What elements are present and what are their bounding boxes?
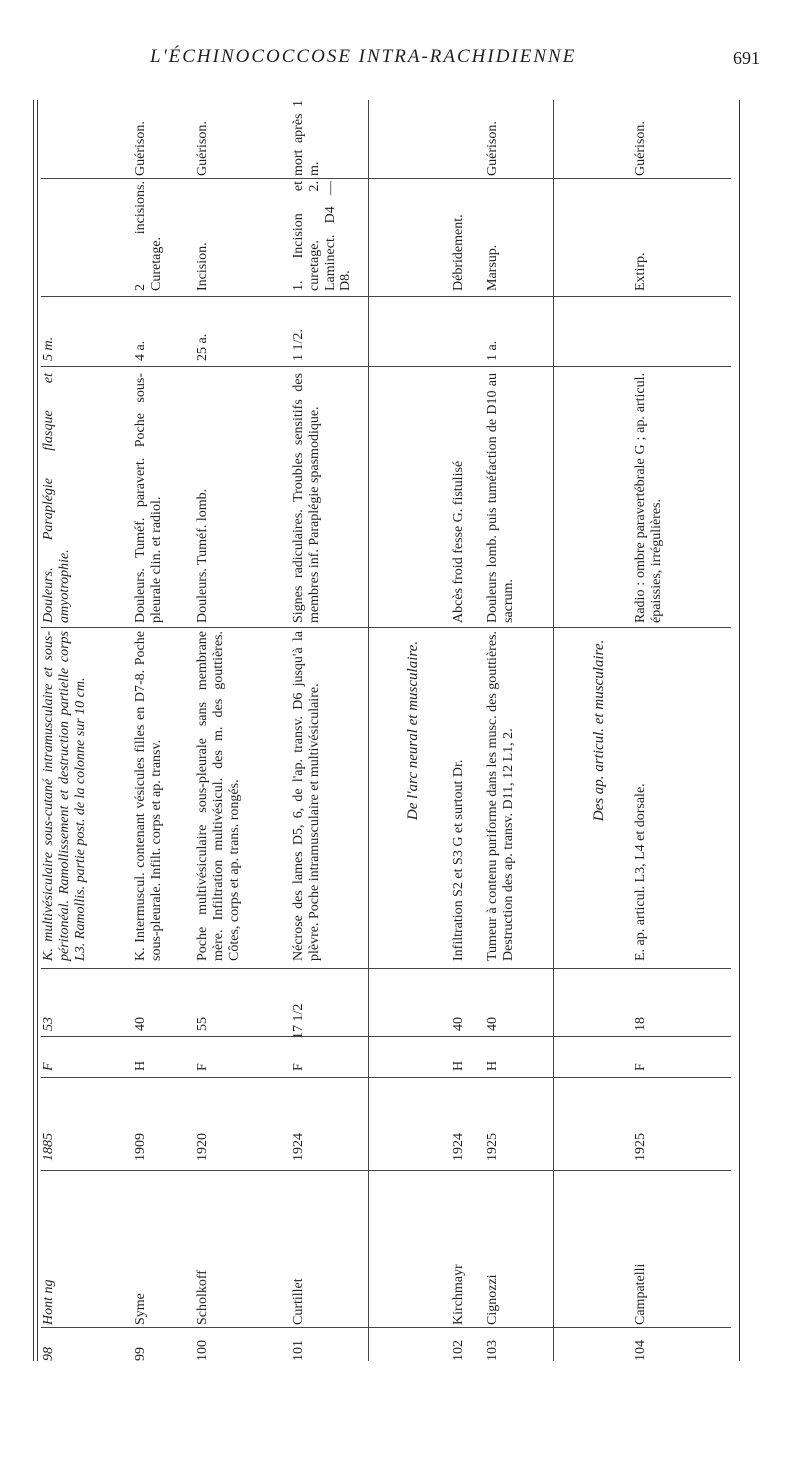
row-100-duree: 25 a. (195, 333, 210, 361)
row-98-sex: F (41, 1062, 56, 1071)
row-99-forme: K. Intermuscul. contenant vésicules filles en D7-8. Poche sous-pleurale. Infilt. corps et ap. transv. (133, 631, 164, 961)
row-99-resultat: Guérison. (133, 121, 148, 176)
row-103-resultat: Guérison. (485, 121, 500, 176)
row-103-forme: Tumeur à contenu puriforme dans les musc. des gouttières. Destruction des ap. transv. D11, 12 L1, 2. (485, 631, 516, 961)
row-101-traitement: 1. Incision et curetage. 2. Laminect. D4 — D8. (291, 181, 354, 291)
row-99-duree: 4 a. (133, 340, 148, 361)
col-divider (41, 296, 731, 297)
col-divider (41, 1036, 731, 1037)
row-99-symptomes: Douleurs. Tuméf. paravert. Poche sous-pleurale clin. et radiol. (133, 373, 164, 623)
row-101-author: Curtillet (291, 1278, 306, 1325)
row-101-resultat: mort après 1 m. (291, 100, 322, 176)
row-104-age: 18 (633, 1017, 648, 1031)
col-divider (41, 968, 731, 969)
table-top-rule-double (37, 100, 38, 1361)
row-98-year: 1885 (41, 1133, 56, 1161)
section-ap-articul: Des ap. articul. et musculaire. (591, 639, 607, 822)
col-divider (41, 627, 731, 628)
row-98-symptomes: Douleurs. Paraplégie flasque et amyotrophie. (41, 373, 72, 623)
row-103-duree: 1 a. (485, 340, 500, 361)
table-top-rule (33, 100, 34, 1361)
row-102-symptomes: Abcès froid fesse G. fistulisé (451, 460, 466, 623)
row-103-traitement: Marsup. (485, 244, 500, 291)
row-99-author: Syme (133, 1293, 148, 1325)
row-98-forme: K. multivésiculaire sous-cutané intramusculaire et sous-péritonéal. Ramollissement et destruction partielle corps L3. Ramollis. partie post. de la colonne sur 10 cm. (41, 631, 88, 961)
table-bottom-rule (739, 100, 740, 1361)
row-100-symptomes: Douleurs. Tuméf. lomb. (195, 488, 210, 623)
row-103-age: 40 (485, 1017, 500, 1031)
row-100-resultat: Guérison. (195, 121, 210, 176)
col-divider (41, 366, 731, 367)
row-104-year: 1925 (633, 1133, 648, 1161)
row-98-num: 98 (41, 1347, 56, 1361)
row-100-author: Scholkoff (195, 1270, 210, 1325)
row-100-forme: Poche multivésiculaire sous-pleurale sans membrane mère. Infiltration multivésicul. des m. des gouttières. Côtes, corps et ap. trans. rongés. (195, 631, 242, 961)
row-102-traitement: Débridement. (451, 214, 466, 291)
running-title: L'ÉCHINOCOCCOSE INTRA-RACHIDIENNE (150, 46, 577, 67)
row-98-author: Hont ng (41, 1279, 56, 1325)
row-99-num: 99 (133, 1347, 148, 1361)
row-103-author: Cignozzi (485, 1274, 500, 1325)
row-101-duree: 1 1/2. (291, 329, 306, 361)
row-104-num: 104 (633, 1340, 648, 1361)
row-100-year: 1920 (195, 1133, 210, 1161)
row-104-traitement: Extirp. (633, 252, 648, 291)
row-104-resultat: Guérison. (633, 121, 648, 176)
row-100-traitement: Incision. (195, 242, 210, 291)
row-100-age: 55 (195, 1017, 210, 1031)
row-102-num: 102 (451, 1340, 466, 1361)
section-arc-neural: De l'arc neural et musculaire. (405, 640, 421, 821)
row-104-sex: F (633, 1063, 648, 1071)
row-99-age: 40 (133, 1017, 148, 1031)
row-104-author: Campatelli (633, 1263, 648, 1325)
row-divider (368, 100, 369, 1361)
row-102-forme: Infiltration S2 et S3 G et surtout Dr. (451, 759, 466, 961)
row-101-forme: Nécrose des lames D5, 6, de l'ap. transv. D6 jusqu'à la plèvre. Poche intramusculaire et multivésiculaire. (291, 631, 322, 961)
row-98-duree: 5 m. (41, 336, 56, 361)
row-98-age: 53 (41, 1017, 56, 1031)
col-divider (41, 1170, 731, 1171)
row-103-year: 1925 (485, 1133, 500, 1161)
row-102-year: 1924 (451, 1133, 466, 1161)
row-101-symptomes: Signes radiculaires. Troubles sensitifs des membres inf. Paraplégie spasmodique. (291, 373, 322, 623)
row-99-traitement: 2 incisions. Curetage. (133, 181, 164, 291)
col-divider (41, 1327, 731, 1328)
row-102-author: Kirchmayr (451, 1264, 466, 1325)
row-101-age: 17 1/2 (291, 1003, 306, 1039)
row-99-sex: H (133, 1060, 148, 1071)
row-99-year: 1909 (133, 1133, 148, 1161)
row-100-num: 100 (195, 1340, 210, 1361)
row-102-sex: H (451, 1060, 466, 1071)
row-101-num: 101 (291, 1340, 306, 1361)
row-103-symptomes: Douleurs lomb. puis tuméfaction de D10 au sacrum. (485, 373, 516, 623)
col-divider (41, 1077, 731, 1078)
row-101-year: 1924 (291, 1133, 306, 1161)
row-100-sex: F (195, 1063, 210, 1071)
row-102-age: 40 (451, 1017, 466, 1031)
row-103-num: 103 (485, 1340, 500, 1361)
row-104-forme: E. ap. articul. L3, L4 et dorsale. (633, 783, 648, 961)
row-divider (553, 100, 554, 1361)
row-103-sex: H (485, 1060, 500, 1071)
row-101-sex: F (291, 1063, 306, 1071)
rotated-table (33, 100, 745, 1361)
page-number: 691 (733, 48, 760, 68)
col-divider (41, 178, 731, 179)
row-104-symptomes: Radio : ombre paravertébrale G ; ap. articul. épaissies, irrégulières. (633, 373, 664, 623)
